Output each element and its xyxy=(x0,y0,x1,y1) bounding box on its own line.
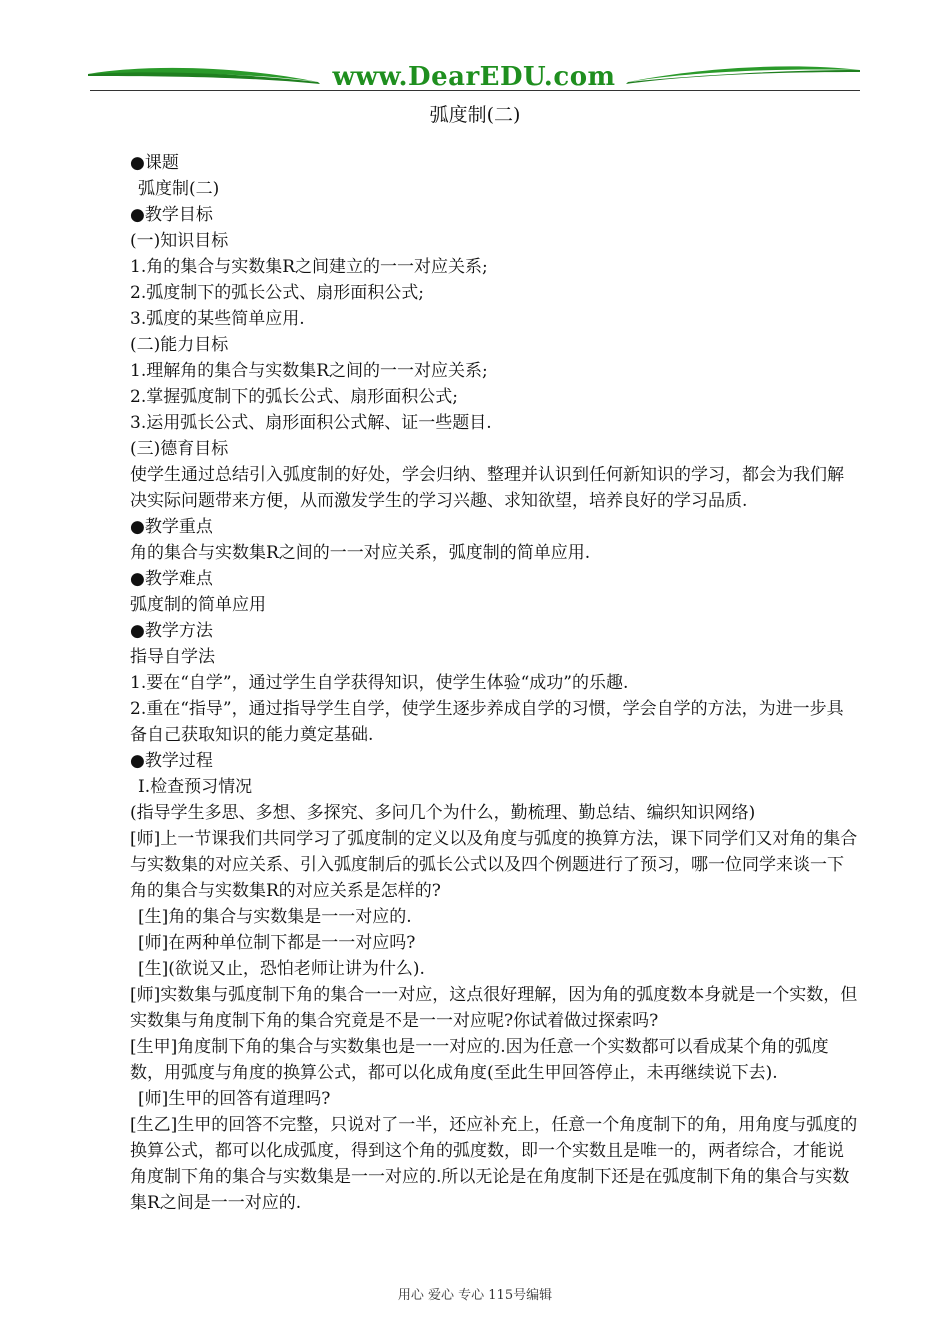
key-text: 角的集合与实数集R之间的一一对应关系，弧度制的简单应用. xyxy=(130,543,591,563)
site-name: www.DearEDU.com xyxy=(332,62,616,92)
process-step-1: Ⅰ.检查预习情况 xyxy=(138,777,253,797)
knowledge-item-1: 1.角的集合与实数集R之间建立的一一对应关系; xyxy=(130,257,488,277)
section-heading-key: ●教学重点 xyxy=(130,517,213,537)
dialog-line-4: [生](欲说又止，恐怕老师让讲为什么). xyxy=(138,959,425,979)
difficulty-text: 弧度制的简单应用 xyxy=(130,595,266,615)
subheading-moral: (三)德育目标 xyxy=(130,439,229,459)
dialog-line-8: [生乙]生甲的回答不完整，只说对了一半，还应补充上，任意一个角度制下的角，用角度与弧度的换算公式，都可以化成弧度，得到这个角的弧度数，即一个实数且是唯一的，两者综合，才能说角度制下角的集合与实数集是一一对应的.所以无论是在角度制下还是在弧度制下角的集合与实数集R之间是一一对应的. xyxy=(130,1115,858,1213)
dialog-line-5: [师]实数集与弧度制下角的集合一一对应，这点很好理解，因为角的弧度数本身就是一个实数，但实数集与角度制下角的集合究竟是不是一一对应呢?你试着做过探索吗? xyxy=(130,985,858,1031)
site-header-banner xyxy=(88,60,860,94)
dialog-line-1: [师]上一节课我们共同学习了弧度制的定义以及角度与弧度的换算方法，课下同学们又对角的集合与实数集的对应关系、引入弧度制后的弧长公式以及四个例题进行了预习，哪一位同学来谈一下角的集合与实数集R的对应关系是怎样的? xyxy=(130,829,858,901)
method-text: 指导自学法 xyxy=(130,647,215,667)
page-footer: 用心 爱心 专心 115号编辑 xyxy=(397,1288,553,1303)
dialog-line-6: [生甲]角度制下角的集合与实数集也是一一对应的.因为任意一个实数都可以看成某个角的弧度数，用弧度与角度的换算公式，都可以化成角度(至此生甲回答停止，未再继续说下去). xyxy=(130,1037,829,1083)
section-heading-method: ●教学方法 xyxy=(130,621,213,641)
dialog-line-7: [师]生甲的回答有道理吗? xyxy=(138,1089,331,1109)
dialog-line-2: [生]角的集合与实数集是一一对应的. xyxy=(138,907,412,927)
section-heading-topic: ●课题 xyxy=(130,153,179,173)
header-rule xyxy=(90,90,860,91)
method-item-1: 1.要在“自学”，通过学生自学获得知识，使学生体验“成功”的乐趣. xyxy=(130,673,629,693)
section-heading-goals: ●教学目标 xyxy=(130,205,213,225)
ability-item-3: 3.运用弧长公式、扇形面积公式解、证一些题目. xyxy=(130,413,492,433)
dialog-paragraph xyxy=(90,982,860,1034)
dialog-paragraph xyxy=(90,1034,860,1086)
method-item-2-paragraph xyxy=(90,696,860,748)
document-body xyxy=(130,150,860,1216)
method-item-2: 2.重在“指导”，通过指导学生自学，使学生逐步养成自学的习惯，学会自学的方法，为进一步具备自己获取知识的能力奠定基础. xyxy=(130,699,844,745)
dialog-paragraph xyxy=(90,1112,860,1216)
moral-text: 使学生通过总结引入弧度制的好处，学会归纳、整理并认识到任何新知识的学习，都会为我们解决实际问题带来方便，从而激发学生的学习兴趣、求知欲望，培养良好的学习品质. xyxy=(130,465,844,511)
dialog-line-3: [师]在两种单位制下都是一一对应吗? xyxy=(138,933,416,953)
knowledge-item-3: 3.弧度的某些简单应用. xyxy=(130,309,305,329)
section-heading-process: ●教学过程 xyxy=(130,751,213,771)
ability-item-1: 1.理解角的集合与实数集R之间的一一对应关系; xyxy=(130,361,488,381)
knowledge-item-2: 2.弧度制下的弧长公式、扇形面积公式; xyxy=(130,283,424,303)
section-heading-difficulty: ●教学难点 xyxy=(130,569,213,589)
subheading-knowledge: (一)知识目标 xyxy=(130,231,229,251)
dialog-paragraph xyxy=(90,826,860,904)
topic-text: 弧度制(二) xyxy=(138,179,220,199)
subheading-ability: (二)能力目标 xyxy=(130,335,229,355)
moral-paragraph xyxy=(90,462,860,514)
process-step-1-note: (指导学生多思、多想、多探究、多问几个为什么，勤梳理、勤总结、编织知识网络) xyxy=(130,803,756,823)
ability-item-2: 2.掌握弧度制下的弧长公式、扇形面积公式; xyxy=(130,387,458,407)
document-title: 弧度制(二) xyxy=(429,104,521,126)
